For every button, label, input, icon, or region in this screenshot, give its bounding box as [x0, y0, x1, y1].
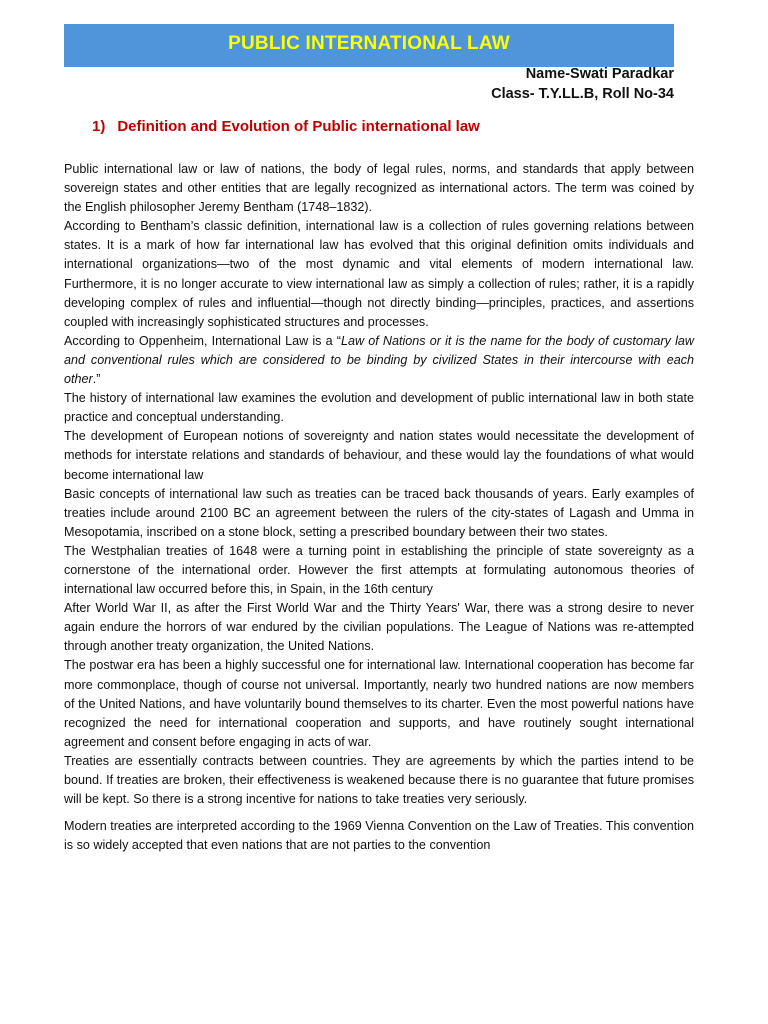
paragraph-10: Treaties are essentially contracts between countries. They are agreements by which the parties intend to be bound. If treaties are broken, their effectiveness is weakened because there is no guarantee that future promises will be kept. So there is a strong incentive for nations to take treaties very seriously. — [64, 753, 694, 807]
paragraph-7: The Westphalian treaties of 1648 were a turning point in establishing the principle of state sovereignty as a cornerstone of the international order. However the first attempts at formulating autonomous theories of international law occurred before this, in Spain, in the 16th century — [64, 543, 694, 597]
paragraph-1: Public international law or law of nations, the body of legal rules, norms, and standards that apply between sovereign states and other entities that are legally recognized as international actors. The term was coined by the English philosopher Jeremy Bentham (1748–1832). — [64, 162, 694, 215]
paragraph-3 — [64, 332, 694, 389]
oppenheim-prefix: According to Oppenheim, International Law is a “ — [64, 333, 341, 348]
section-heading — [92, 118, 480, 135]
author-class: Class- T.Y.LL.B, Roll No-34 — [491, 86, 674, 102]
paragraph-6: Basic concepts of international law such as treaties can be traced back thousands of years. Early examples of treaties include around 2100 BC an agreement between the rulers of the city-states of Lagash and Umma in Mesopotamia, inscribed on a stone block, setting a prescribed boundary between their two states. — [64, 486, 694, 539]
paragraph-2: According to Bentham’s classic definition, international law is a collection of rules governing relations between states. It is a mark of how far international law has evolved that this original definition omits individuals and international organizations—two of the most dynamic and vital elements of modern international law. Furthermore, it is no longer accurate to view international law as simply a collection of rules; rather, it is a rapidly developing complex of rules and influential—though not directly binding—principles, practices, and assertions coupled with increasingly sophisticated structures and processes. — [64, 219, 694, 329]
paragraph-11: Modern treaties are interpreted according to the 1969 Vienna Convention on the Law of Treaties. This convention is so widely accepted that even nations that are not parties to the convention — [64, 819, 694, 853]
paragraph-5: The development of European notions of sovereignty and nation states would necessitate the development of methods for interstate relations and standards of behaviour, and these would lay the foundations of what would become international law — [64, 429, 694, 482]
paragraph-4: The history of international law examines the evolution and development of public international law in both state practice and conceptual understanding. — [64, 391, 694, 425]
oppenheim-quote: Law of Nations or it is the name for the body of customary law and conventional rules which are considered to be binding by civilized States in their intercourse with each other — [64, 333, 694, 387]
paragraph-8: After World War II, as after the First World War and the Thirty Years' War, there was a strong desire to never again endure the horrors of war endured by the civilian populations. The League of Nations was re-attempted through another treaty organization, the United Nations. — [64, 601, 694, 654]
author-block — [491, 64, 674, 104]
document-title: PUBLIC INTERNATIONAL LAW — [228, 33, 510, 54]
section-title: Definition and Evolution of Public international law — [117, 118, 480, 135]
document-body — [64, 160, 694, 855]
paragraph-9: The postwar era has been a highly successful one for international law. International cooperation has become far more commonplace, though of course not universal. Importantly, nearly two hundred nations are now members of the United Nations, and have voluntarily bound themselves to its charter. Even the most powerful nations have recognized the need for international cooperation and supports, and have routinely sought international agreement and consent before engaging in acts of war. — [64, 658, 694, 749]
author-name: Name-Swati Paradkar — [525, 66, 674, 82]
oppenheim-suffix: .” — [92, 372, 101, 387]
title-banner — [64, 24, 674, 67]
section-number: 1) — [92, 118, 106, 135]
